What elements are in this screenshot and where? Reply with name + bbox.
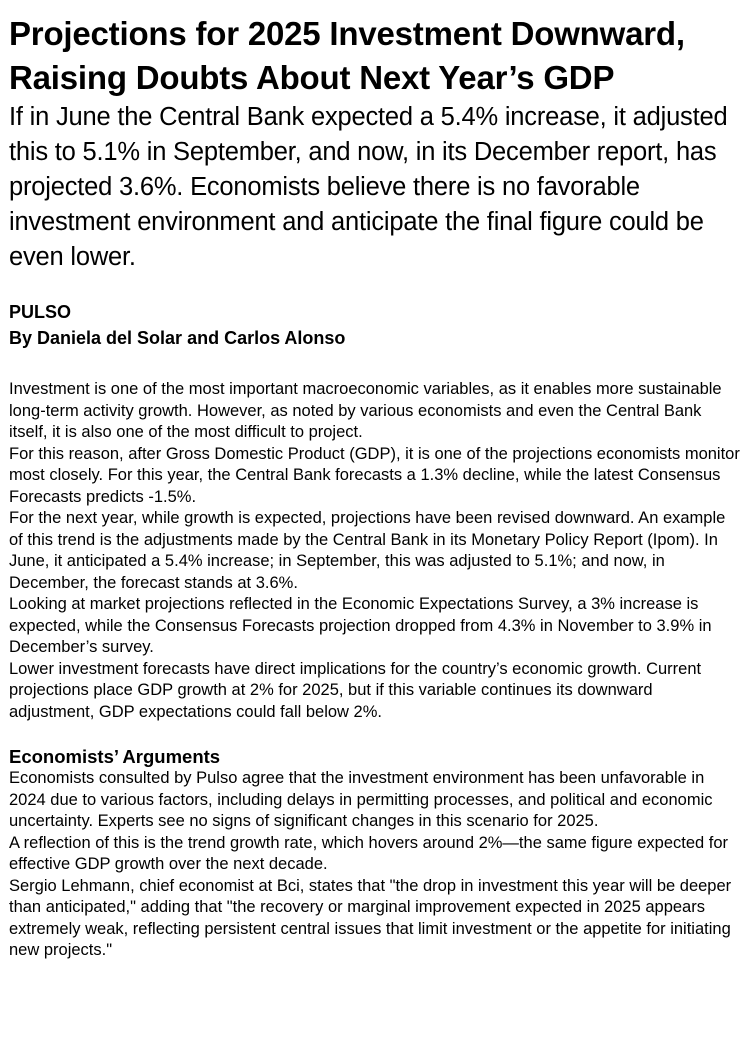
body-paragraph: Investment is one of the most important macroeconomic variables, as it enables more sustainable long-term activity growth. However, as noted by various economists and even the Central Bank itself, it is also one of the most difficult to project.	[9, 380, 722, 441]
body-paragraph: Lower investment forecasts have direct implications for the country’s economic growth. Current projections place GDP growth at 2% for 2025, but if this variable continues its downward adjustment, GDP expectations could fall below 2%.	[9, 659, 702, 721]
section-body	[9, 768, 742, 962]
body-paragraph: For this reason, after Gross Domestic Product (GDP), it is one of the projections economists monitor most closely. For this year, the Central Bank forecasts a 1.3% decline, while the latest Consensus Forecasts predicts -1.5%.	[9, 444, 740, 506]
subheadline: If in June the Central Bank expected a 5.4% increase, it adjusted this to 5.1% in September, and now, in its December report, has projected 3.6%. Economists believe there is no favorable investment environment and anticipate the final figure could be even lower.	[9, 103, 728, 271]
section-heading: Economists’ Arguments	[9, 746, 221, 767]
headline: Projections for 2025 Investment Downward, Raising Doubts About Next Year’s GDP	[9, 15, 685, 96]
body-paragraph: Sergio Lehmann, chief economist at Bci, states that "the drop in investment this year will be deeper than anticipated," adding that "the recovery or marginal improvement expected in 2025 appears extremely weak, reflecting persistent central issues that limit investment or the appetite for initiating new projects."	[9, 876, 732, 959]
byline-block	[9, 299, 742, 351]
article-body	[9, 379, 742, 723]
body-paragraph: Economists consulted by Pulso agree that the investment environment has been unfavorable in 2024 due to various factors, including delays in permitting processes, and political and economic uncertainty. Experts see no signs of significant changes in this scenario for 2025.	[9, 769, 713, 830]
body-paragraph: For the next year, while growth is expected, projections have been revised downward. An example of this trend is the adjustments made by the Central Bank in its Monetary Policy Report (Ipom). In June, it anticipated a 5.4% increase; in September, this was adjusted to 5.1%; and now, in December, the forecast stands at 3.6%.	[9, 509, 726, 592]
section-label: PULSO	[9, 302, 72, 322]
body-paragraph: A reflection of this is the trend growth rate, which hovers around 2%—the same figure expected for effective GDP growth over the next decade.	[9, 833, 729, 873]
body-paragraph: Looking at market projections reflected in the Economic Expectations Survey, a 3% increase is expected, while the Consensus Forecasts projection dropped from 4.3% in November to 3.9% in December’s survey.	[9, 595, 712, 656]
author-byline: By Daniela del Solar and Carlos Alonso	[9, 328, 346, 348]
